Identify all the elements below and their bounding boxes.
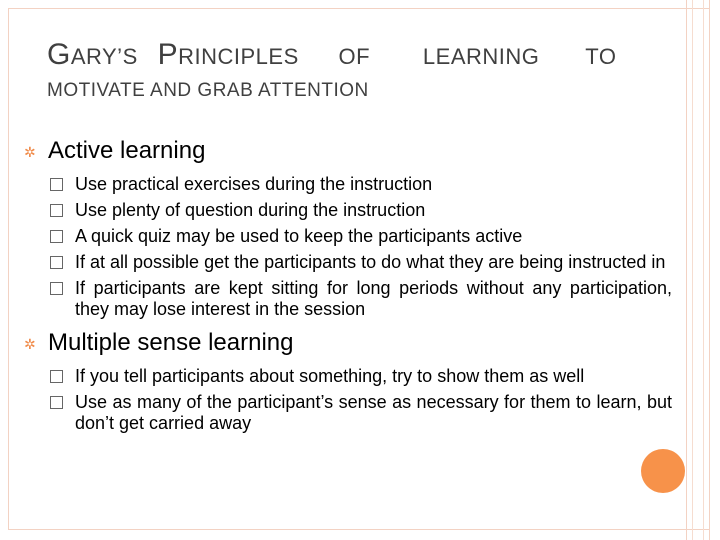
slide-right-inner-band	[692, 0, 704, 540]
list-item-text: If you tell participants about something, try to show them as well	[75, 366, 585, 386]
section-active-learning	[24, 136, 672, 320]
title-initial-p: P	[157, 38, 179, 71]
checkbox-bullet-icon	[50, 370, 63, 383]
list-item-text: If at all possible get the participants to do what they are being instructed in	[75, 252, 666, 272]
list-item	[50, 200, 672, 221]
list-item	[50, 392, 672, 434]
section-heading	[24, 136, 672, 166]
list-item-text: Use practical exercises during the instruction	[75, 174, 433, 194]
checkbox-bullet-icon	[50, 230, 63, 243]
slide-title	[47, 38, 667, 102]
accent-circle	[641, 449, 685, 493]
list-item	[50, 252, 672, 273]
section-multiple-sense-learning	[24, 328, 672, 434]
title-initial-g: G	[47, 38, 71, 71]
checkbox-bullet-icon	[50, 256, 63, 269]
section-heading	[24, 328, 672, 358]
title-word-gary: ARY’S	[70, 44, 145, 69]
list-item-text: A quick quiz may be used to keep the participants active	[75, 226, 523, 246]
list-item	[50, 366, 672, 387]
checkbox-bullet-icon	[50, 396, 63, 409]
checkbox-bullet-icon	[50, 204, 63, 217]
title-line-1	[47, 38, 667, 74]
slide-content	[24, 136, 672, 442]
list-item-text: Use as many of the participant’s sense as necessary for them to learn, but don’t get carried away	[75, 392, 672, 433]
sun-bullet-icon: ✲	[24, 336, 36, 352]
title-line-2: MOTIVATE AND GRAB ATTENTION	[47, 80, 369, 101]
title-word-to: TO	[585, 44, 617, 69]
title-word-of: OF	[338, 44, 371, 69]
section-heading-text: Active learning	[48, 137, 206, 164]
list-item-text: Use plenty of question during the instruction	[75, 200, 426, 220]
list-item	[50, 174, 672, 195]
sun-bullet-icon: ✲	[24, 144, 36, 160]
list-item-text: If participants are kept sitting for long periods without any participation, they may lose interest in the session	[75, 278, 672, 319]
checkbox-bullet-icon	[50, 282, 63, 295]
title-word-principles: RINCIPLES	[178, 44, 299, 69]
list-item	[50, 226, 672, 247]
checkbox-bullet-icon	[50, 178, 63, 191]
title-word-learning: LEARNING	[422, 44, 540, 69]
section-heading-text: Multiple sense learning	[48, 329, 294, 356]
list-item	[50, 278, 672, 320]
